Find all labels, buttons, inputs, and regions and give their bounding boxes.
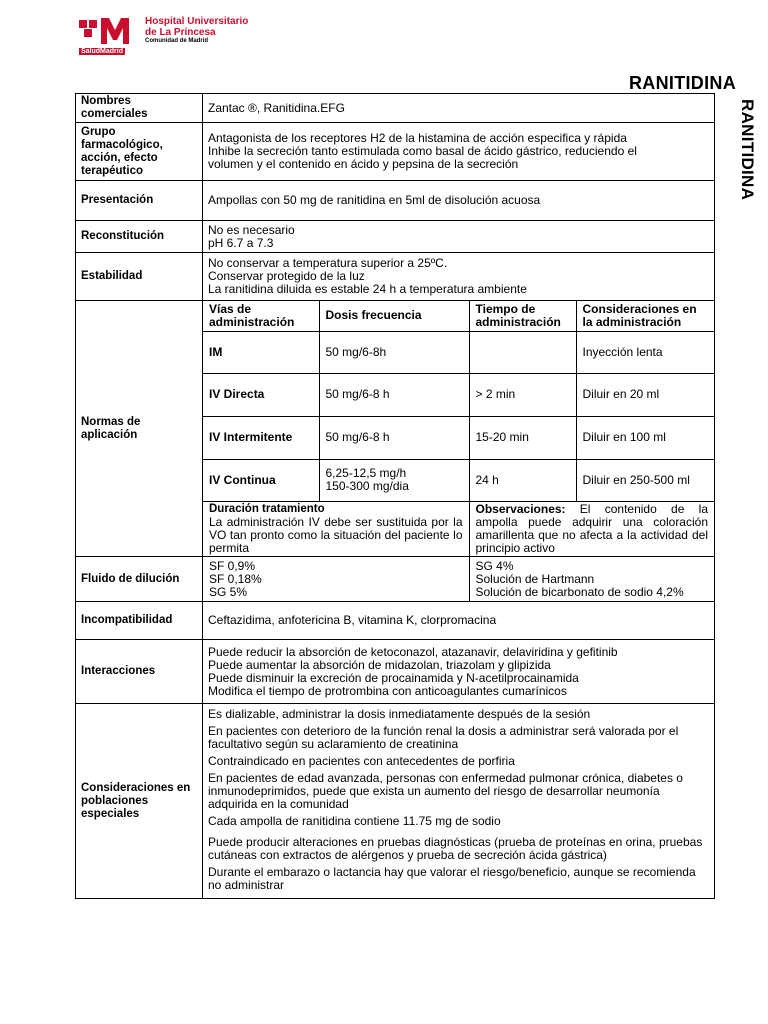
- hospital-logo: [79, 16, 289, 56]
- observaciones: Observaciones: El contenido de la ampolla puede adquirir una coloración amarillenta que no afecta a la actividad del principio activo: [469, 501, 714, 556]
- route-consid: Inyección lenta: [576, 331, 714, 373]
- administration-header-row: [203, 301, 714, 331]
- label-consideraciones: Consideraciones en poblaciones especiales: [76, 704, 203, 899]
- list-item: Puede producir alteraciones en pruebas diagnósticas (prueba de proteínas en orina, pruebas cutáneas con extractos de alérgenos y prueba de secreción ácida gástrica): [208, 835, 703, 862]
- label-fluido: Fluido de dilución: [76, 557, 203, 602]
- route-tiempo: > 2 min: [469, 373, 576, 416]
- value-consideraciones: [203, 704, 715, 899]
- fluido-left: SF 0,9% SF 0,18% SG 5%: [203, 557, 469, 601]
- list-item: En pacientes con deterioro de la función renal la dosis a administrar será valorada por el facultativo según su aclaramiento de creatinina: [208, 724, 679, 751]
- value-reconstitucion: No es necesario pH 6.7 a 7.3: [203, 221, 715, 253]
- hospital-logo-mark-icon: [79, 16, 137, 46]
- row-incompatibilidad: [76, 602, 715, 640]
- header-vias: Vías de administración: [203, 301, 319, 331]
- route-dosis: 50 mg/6-8 h: [319, 373, 469, 416]
- value-normas: [203, 301, 715, 557]
- row-estabilidad: [76, 253, 715, 301]
- community-name: Comunidad de Madrid: [145, 38, 208, 44]
- duracion-tratamiento: Duración tratamiento La administración IV debe ser sustituida por la VO tan pronto como la situación del paciente lo permita: [203, 501, 469, 556]
- route-row: [203, 331, 714, 373]
- label-incompatibilidad: Incompatibilidad: [76, 602, 203, 640]
- route-consid: Diluir en 250-500 ml: [576, 459, 714, 501]
- list-item: Cada ampolla de ranitidina contiene 11.75 mg de sodio: [208, 814, 501, 828]
- header-tiempo: Tiempo de administración: [469, 301, 576, 331]
- list-item: Durante el embarazo o lactancia hay que valorar el riesgo/beneficio, aunque se recomienda no administrar: [208, 865, 696, 892]
- page-title: RANITIDINA: [629, 73, 736, 93]
- duracion-observaciones-row: [203, 501, 714, 556]
- row-grupo: [76, 123, 715, 181]
- route-consid: Diluir en 100 ml: [576, 416, 714, 459]
- label-reconstitucion: Reconstitución: [76, 221, 203, 253]
- route-row: [203, 459, 714, 501]
- list-item: Contraindicado en pacientes con antecedentes de porfiria: [208, 754, 515, 768]
- route-tiempo: 24 h: [469, 459, 576, 501]
- label-grupo: Grupo farmacológico, acción, efecto terapéutico: [76, 123, 203, 181]
- route-via: IV Directa: [203, 373, 319, 416]
- label-presentacion: Presentación: [76, 181, 203, 221]
- row-nombres: [76, 94, 715, 123]
- route-dosis: 6,25-12,5 mg/h 150-300 mg/dia: [319, 459, 469, 501]
- route-via: IV Continua: [203, 459, 319, 501]
- fluido-table: [203, 557, 714, 601]
- value-grupo: Antagonista de los receptores H2 de la histamina de acción especifica y rápida Inhibe la secreción tanto estimulada como basal de ácido gástrico, reduciendo el volumen y el contenido en ácido y pepsina de la secreción: [203, 123, 715, 181]
- row-fluido: [76, 557, 715, 602]
- drug-info-table: [75, 93, 715, 899]
- value-estabilidad: No conservar a temperatura superior a 25ºC. Conservar protegido de la luz La ranitidina diluida es estable 24 h a temperatura ambiente: [203, 253, 715, 301]
- route-row: [203, 416, 714, 459]
- value-incompatibilidad: Ceftazidima, anfotericina B, vitamina K, clorpromacina: [203, 602, 715, 640]
- label-normas: Normas de aplicación: [76, 301, 203, 557]
- row-normas: [76, 301, 715, 557]
- value-nombres: Zantac ®, Ranitidina.EFG: [203, 94, 715, 123]
- administration-table: [203, 301, 714, 556]
- fluido-right: SG 4% Solución de Hartmann Solución de bicarbonato de sodio 4,2%: [469, 557, 714, 601]
- route-via: IV Intermitente: [203, 416, 319, 459]
- value-interacciones: Puede reducir la absorción de ketoconazol, atazanavir, delaviridina y gefitinib Puede aumentar la absorción de midazolan, triazolam y glipizida Puede disminuir la excreción de procainamida y N-acetilprocainamida Modifica el tiempo de protrombina con anticoagulantes cumarínicos: [203, 640, 715, 704]
- header-dosis: Dosis frecuencia: [319, 301, 469, 331]
- row-presentacion: [76, 181, 715, 221]
- row-reconstitucion: [76, 221, 715, 253]
- label-interacciones: Interacciones: [76, 640, 203, 704]
- route-tiempo: [469, 331, 576, 373]
- route-tiempo: 15-20 min: [469, 416, 576, 459]
- row-consideraciones: [76, 704, 715, 899]
- salud-madrid-label: SaludMadrid: [81, 48, 124, 55]
- row-interacciones: [76, 640, 715, 704]
- side-title: RANITIDINA: [738, 99, 757, 201]
- value-fluido: [203, 557, 715, 602]
- label-estabilidad: Estabilidad: [76, 253, 203, 301]
- route-row: [203, 373, 714, 416]
- list-item: En pacientes de edad avanzada, personas con enfermedad pulmonar crónica, diabetes o inmunodeprimidos, puede que exista un aumento del riesgo de desarrollar neumonía adquirida en la comunidad: [208, 771, 683, 811]
- value-presentacion: Ampollas con 50 mg de ranitidina en 5ml de disolución acuosa: [203, 181, 715, 221]
- label-nombres: Nombres comerciales: [76, 94, 203, 123]
- header-consid: Consideraciones en la administración: [576, 301, 714, 331]
- route-consid: Diluir en 20 ml: [576, 373, 714, 416]
- route-via: IM: [203, 331, 319, 373]
- hospital-name: Hospital Universitario de La Princesa: [145, 16, 249, 38]
- route-dosis: 50 mg/6-8 h: [319, 416, 469, 459]
- list-item: Es dializable, administrar la dosis inmediatamente después de la sesión: [208, 707, 591, 721]
- route-dosis: 50 mg/6-8h: [319, 331, 469, 373]
